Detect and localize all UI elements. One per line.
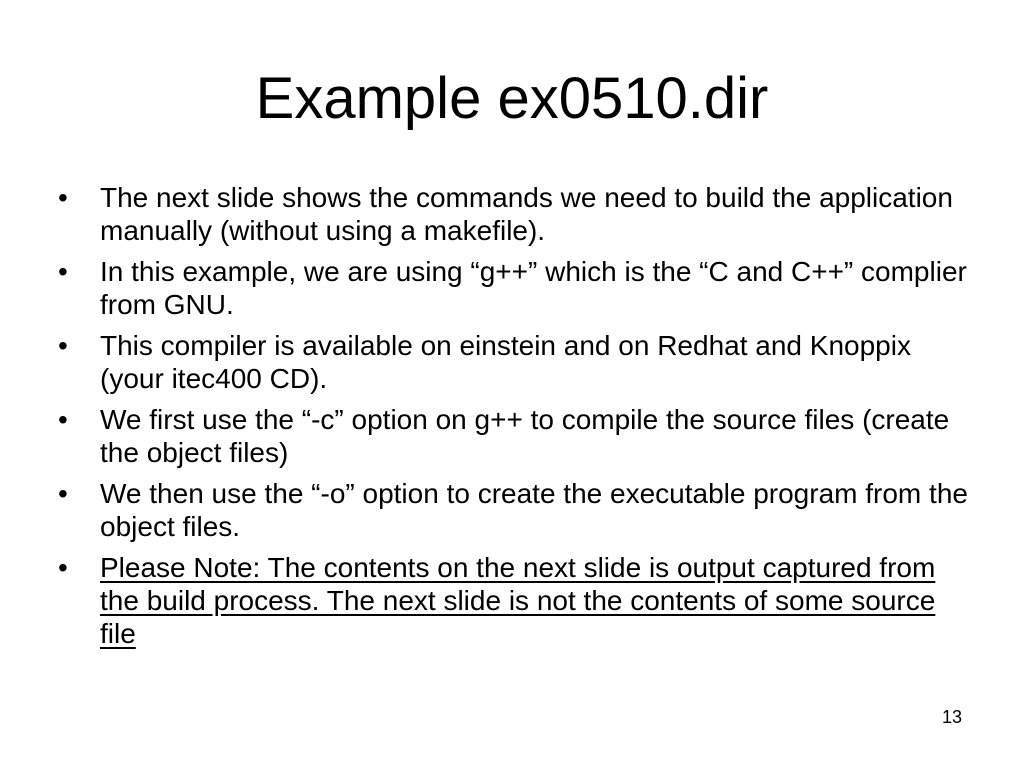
page-number: 13 <box>941 707 962 727</box>
bullet-item <box>58 255 978 321</box>
bullet-item <box>58 181 978 247</box>
slide-title: Example ex0510.dir <box>255 66 769 131</box>
bullet-item <box>58 551 978 650</box>
bullet-marker-icon: • <box>58 182 68 213</box>
bullet-text: We then use the “-o” option to create the executable program from the object files. <box>100 478 968 542</box>
bullet-text: The next slide shows the commands we need to build the application manually (without using a makefile). <box>100 182 953 246</box>
note-text: Please Note: The contents on the next slide is output captured from the build process. The next slide is not the contents of some source file <box>100 552 936 649</box>
bullet-marker-icon: • <box>58 404 68 435</box>
bullet-list <box>58 181 978 658</box>
bullet-marker-icon: • <box>58 552 68 583</box>
bullet-item <box>58 477 978 543</box>
bullet-marker-icon: • <box>58 478 68 509</box>
bullet-text: We first use the “-c” option on g++ to compile the source files (create the object files) <box>100 404 950 468</box>
bullet-marker-icon: • <box>58 256 68 287</box>
bullet-item <box>58 403 978 469</box>
bullet-item <box>58 329 978 395</box>
bullet-text: In this example, we are using “g++” which is the “C and C++” complier from GNU. <box>100 256 967 320</box>
bullet-marker-icon: • <box>58 330 68 361</box>
bullet-text: This compiler is available on einstein and on Redhat and Knoppix (your itec400 CD). <box>100 330 911 394</box>
